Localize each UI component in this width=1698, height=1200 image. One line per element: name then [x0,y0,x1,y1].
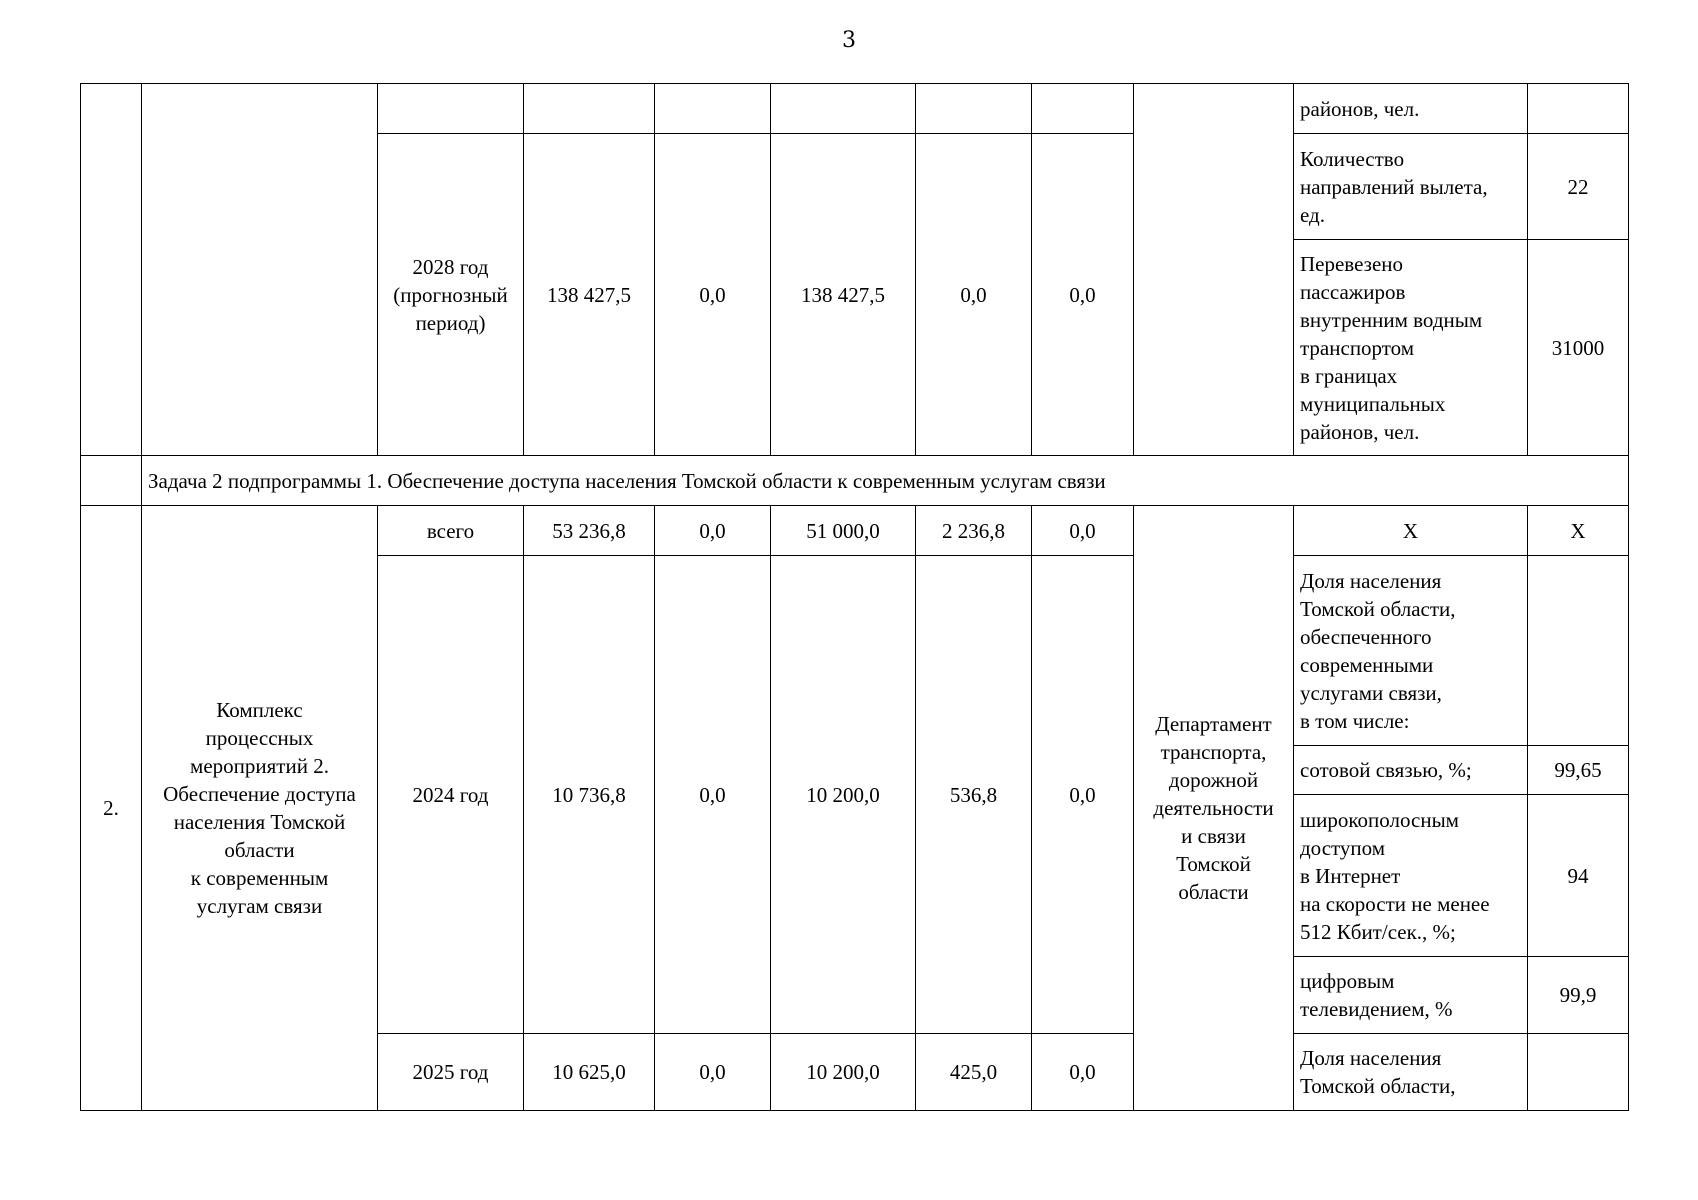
regional-cell: 138 427,5 [771,134,916,456]
indicator-cell: Количество направлений вылета, ед. [1294,134,1528,240]
indicator-cell: Перевезено пассажиров внутренним водным транспортом в границах муниципальных районов, чел. [1294,240,1528,456]
indicator-cell: X [1294,506,1528,556]
federal-cell: 0,0 [655,134,771,456]
executor-cell: Департамент транспорта, дорожной деятельности и связи Томской области [1134,506,1294,1111]
period-cell [378,84,524,134]
indicator-value-cell: 99,65 [1528,746,1629,795]
indicator-cell: районов, чел. [1294,84,1528,134]
table-row [81,84,1629,134]
page-number: 3 [842,28,856,53]
extra-cell: 0,0 [1032,1034,1134,1111]
indicator-cell: Доля населения Томской области, [1294,1034,1528,1111]
regional-cell: 10 200,0 [771,556,916,1034]
total-cell: 10 625,0 [524,1034,655,1111]
indicator-cell: сотовой связью, %; [1294,746,1528,795]
local-cell [916,84,1032,134]
total-cell: 138 427,5 [524,134,655,456]
period-cell: всего [378,506,524,556]
period-cell: 2025 год [378,1034,524,1111]
indicator-value-cell: 94 [1528,795,1629,957]
local-cell: 536,8 [916,556,1032,1034]
indicator-cell: Доля населения Томской области, обеспеченного современными услугами связи, в том числе: [1294,556,1528,746]
task-number-cell [81,456,142,506]
item-name: Комплекс процессных мероприятий 2. Обеспечение доступа населения Томской области к современным услугам связи [142,506,378,1111]
regional-cell [771,84,916,134]
indicator-value-cell [1528,84,1629,134]
extra-cell [1032,84,1134,134]
federal-cell: 0,0 [655,1034,771,1111]
program-table [80,83,1629,1111]
extra-cell: 0,0 [1032,556,1134,1034]
local-cell: 0,0 [916,134,1032,456]
indicator-value-cell: 31000 [1528,240,1629,456]
indicator-cell: широкополосным доступом в Интернет на скорости не менее 512 Кбит/сек., %; [1294,795,1528,957]
task-title: Задача 2 подпрограммы 1. Обеспечение доступа населения Томской области к современным услугам связи [142,456,1629,506]
extra-cell: 0,0 [1032,506,1134,556]
number-cell [81,84,142,456]
federal-cell: 0,0 [655,556,771,1034]
table-row [81,506,1629,556]
item-number: 2. [81,506,142,1111]
indicator-value-cell: 99,9 [1528,957,1629,1034]
period-cell: 2024 год [378,556,524,1034]
indicator-value-cell: 22 [1528,134,1629,240]
indicator-value-cell: X [1528,506,1629,556]
period-cell: 2028 год (прогнозный период) [378,134,524,456]
name-cell [142,84,378,456]
extra-cell: 0,0 [1032,134,1134,456]
indicator-value-cell [1528,556,1629,746]
total-cell [524,84,655,134]
indicator-value-cell [1528,1034,1629,1111]
local-cell: 2 236,8 [916,506,1032,556]
regional-cell: 10 200,0 [771,1034,916,1111]
federal-cell [655,84,771,134]
task-row [81,456,1629,506]
executor-cell [1134,84,1294,456]
total-cell: 10 736,8 [524,556,655,1034]
local-cell: 425,0 [916,1034,1032,1111]
indicator-cell: цифровым телевидением, % [1294,957,1528,1034]
regional-cell: 51 000,0 [771,506,916,556]
federal-cell: 0,0 [655,506,771,556]
total-cell: 53 236,8 [524,506,655,556]
